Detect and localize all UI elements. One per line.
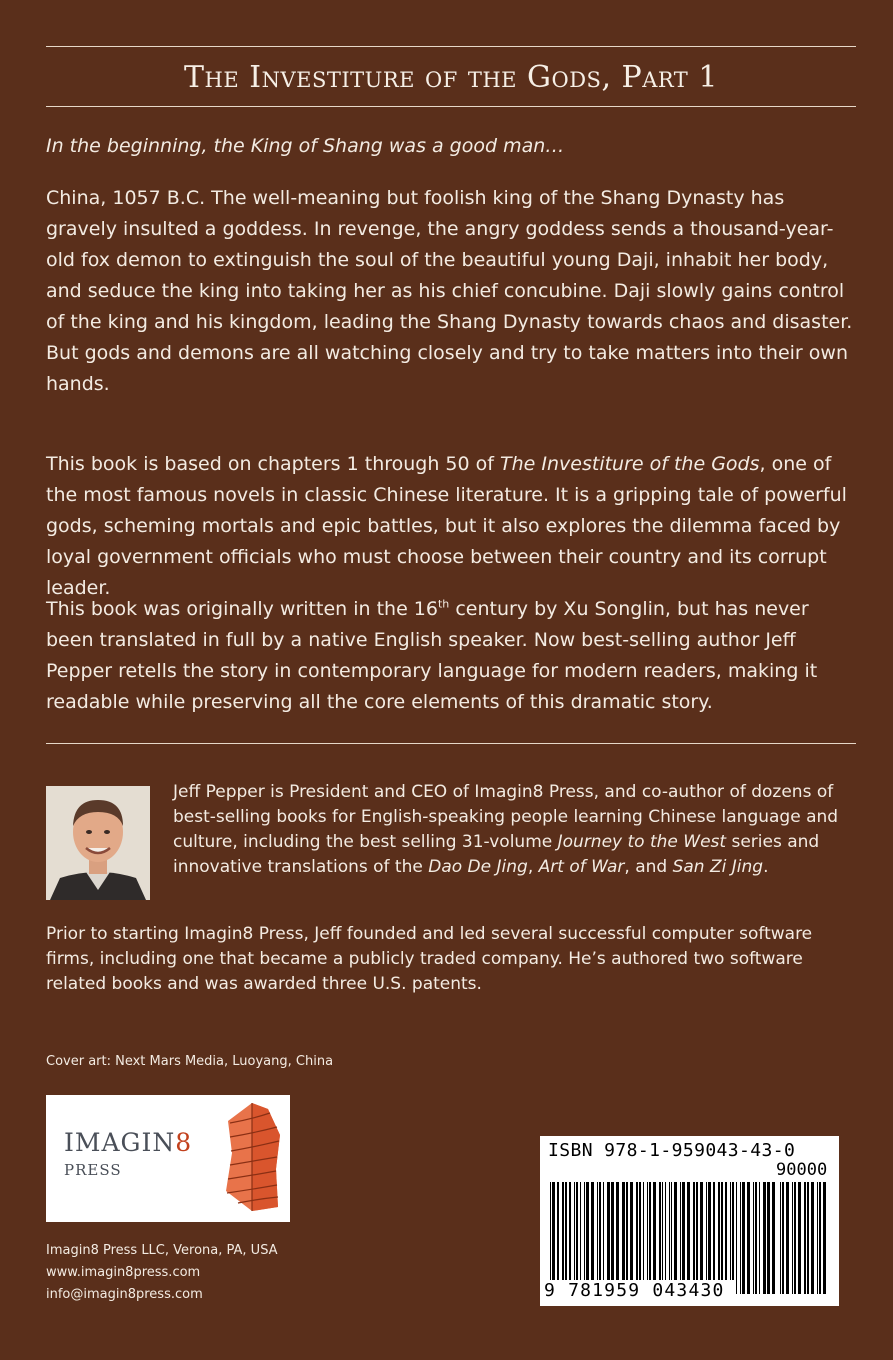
barcode-bar: [817, 1182, 818, 1294]
barcode-bar: [780, 1182, 781, 1294]
italic-title: Dao De Jing: [428, 857, 528, 877]
barcode-bar: [742, 1182, 745, 1294]
barcode-bar: [659, 1182, 661, 1294]
barcode-bar: [591, 1182, 594, 1294]
barcode-bar: [730, 1182, 731, 1294]
barcode-bar: [823, 1182, 826, 1294]
top-rule: [46, 46, 856, 47]
barcode-bar: [669, 1182, 670, 1294]
barcode-bar: [574, 1182, 575, 1294]
barcode-bar: [763, 1182, 766, 1294]
text-run: series and innovative translations of the: [173, 832, 820, 877]
italic-title: Art of War: [538, 857, 625, 877]
barcode-bar: [782, 1182, 784, 1294]
barcode-bar: [580, 1182, 581, 1294]
barcode-bar: [696, 1182, 698, 1294]
barcode-bar: [622, 1182, 625, 1294]
barcode-bar: [706, 1182, 707, 1294]
barcode-bar: [721, 1182, 723, 1294]
italic-title: Journey to the West: [557, 832, 727, 852]
barcode-bar: [599, 1182, 601, 1294]
barcode-bar: [647, 1182, 648, 1294]
logo-wordmark: [64, 1128, 192, 1157]
logo-name-eight: 8: [175, 1128, 193, 1157]
barcode-bar: [616, 1182, 619, 1294]
italic-title: San Zi Jing: [672, 857, 764, 877]
logo-press-text: PRESS: [64, 1161, 122, 1179]
author-background: Prior to starting Imagin8 Press, Jeff founded and led several successful computer software firms, including one that became a publicly traded company. He’s authored two software related books and was awarded three U.S. patents.: [46, 924, 813, 994]
price-code: 90000: [776, 1160, 828, 1180]
logo-name-text: IMAGIN: [64, 1128, 176, 1157]
barcode-bar: [680, 1182, 681, 1294]
barcode-bar: [682, 1182, 685, 1294]
barcode-bar: [767, 1182, 770, 1294]
addon-bars: [780, 1182, 832, 1294]
barcode-bar: [713, 1182, 715, 1294]
barcode-bar: [665, 1182, 666, 1294]
barcode-bar: [708, 1182, 711, 1294]
text-run: This book is based on chapters 1 through 50 of: [46, 453, 501, 475]
text-run: This book was originally written in the 16: [46, 598, 438, 620]
barcode-bar: [639, 1182, 641, 1294]
tagline: In the beginning, the King of Shang was a good man…: [46, 135, 565, 157]
barcode-bar: [804, 1182, 806, 1294]
barcode-bar: [607, 1182, 610, 1294]
barcode-bar: [584, 1182, 585, 1294]
barcode-bar: [586, 1182, 589, 1294]
cover-art-credit: Cover art: Next Mars Media, Luoyang, China: [46, 1054, 334, 1069]
barcode-bar: [562, 1182, 564, 1294]
publisher-website[interactable]: www.imagin8press.com: [46, 1265, 201, 1280]
barcode-bar: [807, 1182, 809, 1294]
author-bio: [173, 780, 863, 880]
text-run: Jeff Pepper is President and CEO of Imagin8 Press, and co-author of dozens of best-selling books for English-speaking people learning Chinese language and culture, including the best selling 31-volume: [173, 782, 839, 852]
barcode-bar: [736, 1182, 737, 1294]
barcode-bar: [597, 1182, 598, 1294]
title-rule: [46, 106, 856, 107]
barcode-bar: [786, 1182, 789, 1294]
barcode-bar: [552, 1182, 555, 1294]
barcode-bar: [759, 1182, 760, 1294]
isbn-number: ISBN 978-1-959043-43-0: [548, 1140, 796, 1161]
text-run: ,: [527, 857, 539, 877]
section-rule: [46, 743, 856, 744]
ean-digits: 9 781959 043430: [544, 1280, 736, 1301]
barcode-bar: [674, 1182, 677, 1294]
barcode-bar: [753, 1182, 754, 1294]
barcode-bar: [792, 1182, 793, 1294]
barcode-bar: [550, 1182, 551, 1294]
barcode-bar: [662, 1182, 663, 1294]
junk-sail-icon: [222, 1099, 284, 1217]
barcode-bar: [626, 1182, 628, 1294]
publisher-logo: [46, 1095, 290, 1222]
text-run: .: [763, 857, 769, 877]
publisher-address: Imagin8 Press LLC, Verona, PA, USA: [46, 1243, 278, 1258]
text-run: , and: [624, 857, 673, 877]
isbn-barcode: [540, 1136, 839, 1306]
barcode-bar: [576, 1182, 578, 1294]
barcode-bar: [819, 1182, 821, 1294]
barcode-bar: [693, 1182, 695, 1294]
synopsis-paragraph-2: [46, 449, 861, 604]
text-run: century by Xu Songlin, but has never been translated in full by a native English speaker. Now best-selling author Jeff Pepper retells the story in contemporary language for modern readers, making it readable while preserving all the core elements of this dramatic story.: [46, 598, 818, 713]
author-photo: [46, 786, 150, 900]
barcode-bar: [732, 1182, 734, 1294]
ean-bars: [550, 1182, 778, 1294]
barcode-bar: [557, 1182, 559, 1294]
barcode-bar: [636, 1182, 638, 1294]
book-title: The Investiture of the Gods, Part 1: [184, 60, 718, 95]
barcode-bar: [630, 1182, 633, 1294]
barcode-bar: [798, 1182, 801, 1294]
barcode-bar: [687, 1182, 690, 1294]
barcode-bar: [569, 1182, 571, 1294]
barcode-bar: [740, 1182, 741, 1294]
barcode-bar: [603, 1182, 604, 1294]
barcode-bar: [611, 1182, 614, 1294]
barcode-bar: [649, 1182, 651, 1294]
text-run: , one of the most famous novels in classic Chinese literature. It is a gripping tale of powerful gods, scheming mortals and epic battles, but it also explores the dilemma faced by loyal government officials who must choose between their country and its corrupt leader.: [46, 453, 847, 599]
ordinal-suffix: th: [437, 597, 450, 611]
barcode-bar: [565, 1182, 567, 1294]
barcode-bar: [718, 1182, 720, 1294]
barcode-bar: [725, 1182, 727, 1294]
barcode-bar: [653, 1182, 656, 1294]
synopsis-paragraph-3: [46, 594, 861, 718]
barcode-bar: [643, 1182, 644, 1294]
barcode-bar: [772, 1182, 775, 1294]
book-title-italic: The Investiture of the Gods: [500, 453, 760, 475]
barcode-bar: [811, 1182, 814, 1294]
barcode-bar: [794, 1182, 796, 1294]
barcode-bar: [755, 1182, 757, 1294]
publisher-email[interactable]: info@imagin8press.com: [46, 1287, 203, 1302]
barcode-bar: [747, 1182, 750, 1294]
barcode-bar: [700, 1182, 703, 1294]
synopsis-paragraph-1: China, 1057 B.C. The well-meaning but foolish king of the Shang Dynasty has gravely insulted a goddess. In revenge, the angry goddess sends a thousand-year-old fox demon to extinguish the soul of the beautiful young Daji, inhabit her body, and seduce the king into taking her as his chief concubine. Daji slowly gains control of the king and his kingdom, leading the Shang Dynasty towards chaos and disaster. But gods and demons are all watching closely and try to take matters into their own hands.: [46, 187, 853, 395]
barcode-bar: [671, 1182, 672, 1294]
